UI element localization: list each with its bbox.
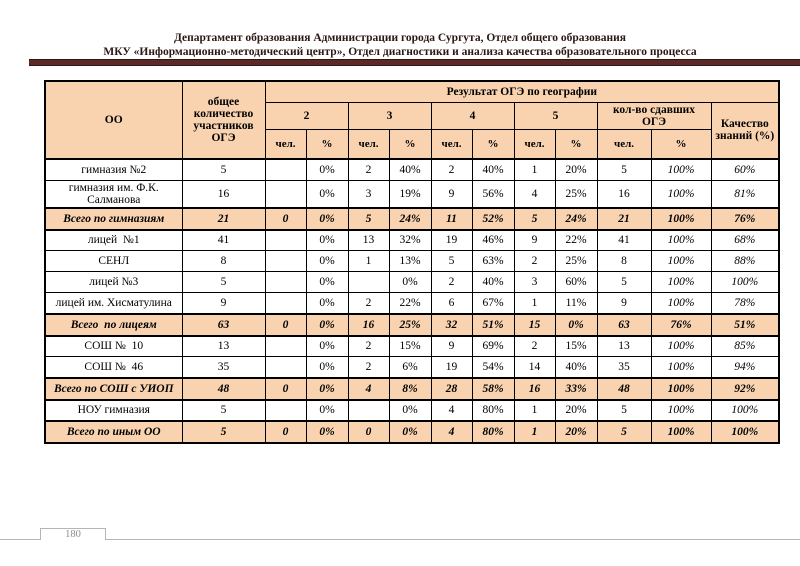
school-name-cell: СОШ № 10 — [45, 336, 182, 357]
value-cell: 0% — [306, 357, 348, 378]
value-cell: 19 — [431, 230, 472, 251]
value-cell: 100% — [651, 159, 711, 180]
value-cell: 5 — [597, 400, 651, 421]
value-cell — [348, 400, 389, 421]
value-cell: 63 — [597, 314, 651, 336]
col-header-grade-2: 2 — [265, 102, 348, 129]
value-cell: 3 — [514, 272, 555, 293]
results-table — [44, 80, 780, 444]
value-cell: 13 — [348, 230, 389, 251]
value-cell: 4 — [348, 378, 389, 400]
value-cell: 0% — [306, 421, 348, 443]
value-cell: 15 — [514, 314, 555, 336]
value-cell: 40% — [472, 272, 514, 293]
value-cell: 2 — [348, 336, 389, 357]
table-row — [45, 421, 779, 443]
page-number: 180 — [65, 529, 81, 540]
results-table-body — [45, 159, 779, 443]
value-cell: 68% — [711, 230, 779, 251]
value-cell: 16 — [182, 180, 265, 208]
value-cell: 67% — [472, 293, 514, 314]
value-cell: 5 — [597, 272, 651, 293]
value-cell: 0% — [306, 293, 348, 314]
unit-person: чел. — [431, 129, 472, 159]
school-name-cell: Всего по СОШ с УИОП — [45, 378, 182, 400]
value-cell: 69% — [472, 336, 514, 357]
value-cell: 0% — [306, 208, 348, 230]
school-name-cell: лицей №3 — [45, 272, 182, 293]
value-cell: 5 — [182, 400, 265, 421]
value-cell: 9 — [597, 293, 651, 314]
value-cell: 94% — [711, 357, 779, 378]
value-cell: 35 — [182, 357, 265, 378]
school-name-cell: гимназия №2 — [45, 159, 182, 180]
table-row — [45, 293, 779, 314]
value-cell: 81% — [711, 180, 779, 208]
value-cell: 41 — [597, 230, 651, 251]
col-header-result-group: Результат ОГЭ по географии — [265, 81, 779, 102]
value-cell: 80% — [472, 421, 514, 443]
school-name-cell: лицей №1 — [45, 230, 182, 251]
table-row — [45, 378, 779, 400]
value-cell: 5 — [182, 272, 265, 293]
value-cell — [265, 336, 306, 357]
value-cell: 0 — [265, 208, 306, 230]
col-header-passed: кол-во сдавших ОГЭ — [597, 102, 711, 129]
value-cell: 0% — [306, 378, 348, 400]
value-cell: 25% — [555, 251, 597, 272]
value-cell: 0% — [306, 180, 348, 208]
value-cell: 2 — [431, 272, 472, 293]
col-header-grade-3: 3 — [348, 102, 431, 129]
school-name-cell: НОУ гимназия — [45, 400, 182, 421]
value-cell: 13 — [597, 336, 651, 357]
unit-percent: % — [555, 129, 597, 159]
table-row — [45, 208, 779, 230]
value-cell: 1 — [514, 421, 555, 443]
value-cell: 13% — [389, 251, 431, 272]
value-cell: 41 — [182, 230, 265, 251]
value-cell: 9 — [182, 293, 265, 314]
value-cell: 8 — [597, 251, 651, 272]
value-cell: 0% — [389, 272, 431, 293]
school-name-cell: гимназия им. Ф.К. Салманова — [45, 180, 182, 208]
value-cell: 20% — [555, 400, 597, 421]
value-cell: 56% — [472, 180, 514, 208]
value-cell: 1 — [514, 293, 555, 314]
value-cell: 33% — [555, 378, 597, 400]
value-cell — [265, 159, 306, 180]
value-cell: 5 — [182, 421, 265, 443]
unit-percent: % — [306, 129, 348, 159]
value-cell: 21 — [597, 208, 651, 230]
table-row — [45, 357, 779, 378]
document-header-line1: Департамент образования Администрации города Сургута, Отдел общего образования — [173, 32, 627, 44]
value-cell — [348, 272, 389, 293]
value-cell: 85% — [711, 336, 779, 357]
value-cell: 52% — [472, 208, 514, 230]
value-cell: 0% — [306, 336, 348, 357]
value-cell: 3 — [348, 180, 389, 208]
table-row — [45, 336, 779, 357]
value-cell: 0% — [389, 421, 431, 443]
value-cell: 9 — [514, 230, 555, 251]
value-cell: 21 — [182, 208, 265, 230]
col-header-oo: ОО — [45, 81, 182, 159]
value-cell: 100% — [651, 421, 711, 443]
value-cell: 35 — [597, 357, 651, 378]
value-cell: 20% — [555, 421, 597, 443]
value-cell: 0% — [306, 251, 348, 272]
value-cell: 15% — [555, 336, 597, 357]
value-cell: 0 — [265, 421, 306, 443]
value-cell: 0% — [306, 159, 348, 180]
value-cell — [265, 357, 306, 378]
value-cell: 9 — [431, 180, 472, 208]
value-cell — [265, 180, 306, 208]
value-cell: 25% — [555, 180, 597, 208]
value-cell: 100% — [651, 180, 711, 208]
table-header — [45, 81, 779, 159]
value-cell: 63% — [472, 251, 514, 272]
value-cell: 88% — [711, 251, 779, 272]
value-cell — [265, 251, 306, 272]
school-name-cell: лицей им. Хисматулина — [45, 293, 182, 314]
value-cell: 5 — [348, 208, 389, 230]
footer-line — [0, 539, 800, 540]
header-row-groups — [45, 81, 779, 102]
table-row — [45, 159, 779, 180]
value-cell: 11% — [555, 293, 597, 314]
document-header — [0, 31, 800, 59]
value-cell: 1 — [514, 159, 555, 180]
value-cell: 60% — [711, 159, 779, 180]
value-cell: 2 — [348, 293, 389, 314]
value-cell: 100% — [651, 378, 711, 400]
value-cell: 60% — [555, 272, 597, 293]
value-cell: 100% — [651, 293, 711, 314]
value-cell: 78% — [711, 293, 779, 314]
value-cell — [265, 293, 306, 314]
value-cell: 100% — [711, 421, 779, 443]
value-cell: 19% — [389, 180, 431, 208]
col-header-grade-5: 5 — [514, 102, 597, 129]
unit-person: чел. — [265, 129, 306, 159]
value-cell: 46% — [472, 230, 514, 251]
value-cell: 1 — [348, 251, 389, 272]
value-cell: 100% — [651, 208, 711, 230]
value-cell: 0% — [306, 314, 348, 336]
school-name-cell: СОШ № 46 — [45, 357, 182, 378]
school-name-cell: Всего по гимназиям — [45, 208, 182, 230]
value-cell: 2 — [348, 357, 389, 378]
value-cell: 5 — [514, 208, 555, 230]
divider-bar — [29, 59, 800, 66]
unit-percent: % — [651, 129, 711, 159]
value-cell: 24% — [555, 208, 597, 230]
value-cell: 2 — [348, 159, 389, 180]
value-cell: 32% — [389, 230, 431, 251]
value-cell: 2 — [431, 159, 472, 180]
value-cell: 51% — [711, 314, 779, 336]
value-cell — [265, 400, 306, 421]
value-cell: 80% — [472, 400, 514, 421]
value-cell — [265, 230, 306, 251]
table-row — [45, 180, 779, 208]
value-cell: 13 — [182, 336, 265, 357]
value-cell: 0% — [389, 400, 431, 421]
value-cell: 15% — [389, 336, 431, 357]
value-cell: 24% — [389, 208, 431, 230]
value-cell: 100% — [651, 400, 711, 421]
value-cell: 5 — [597, 421, 651, 443]
value-cell: 40% — [472, 159, 514, 180]
value-cell: 2 — [514, 336, 555, 357]
value-cell: 4 — [514, 180, 555, 208]
value-cell: 100% — [651, 336, 711, 357]
value-cell: 0 — [265, 314, 306, 336]
value-cell: 8 — [182, 251, 265, 272]
col-header-quality: Качество знаний (%) — [711, 102, 779, 159]
value-cell: 54% — [472, 357, 514, 378]
value-cell: 5 — [182, 159, 265, 180]
value-cell: 40% — [555, 357, 597, 378]
value-cell: 19 — [431, 357, 472, 378]
value-cell: 0% — [306, 272, 348, 293]
school-name-cell: Всего по лицеям — [45, 314, 182, 336]
school-name-cell: Всего по иным ОО — [45, 421, 182, 443]
value-cell: 100% — [651, 230, 711, 251]
value-cell: 11 — [431, 208, 472, 230]
value-cell: 100% — [711, 272, 779, 293]
value-cell: 6% — [389, 357, 431, 378]
value-cell: 1 — [514, 400, 555, 421]
unit-percent: % — [472, 129, 514, 159]
value-cell: 22% — [389, 293, 431, 314]
value-cell: 100% — [711, 400, 779, 421]
value-cell — [265, 272, 306, 293]
value-cell: 0 — [265, 378, 306, 400]
value-cell: 51% — [472, 314, 514, 336]
value-cell: 0% — [306, 400, 348, 421]
table-row — [45, 314, 779, 336]
value-cell: 48 — [597, 378, 651, 400]
value-cell: 100% — [651, 357, 711, 378]
value-cell: 2 — [514, 251, 555, 272]
value-cell: 0% — [555, 314, 597, 336]
value-cell: 5 — [597, 159, 651, 180]
value-cell: 0 — [348, 421, 389, 443]
value-cell: 100% — [651, 272, 711, 293]
unit-person: чел. — [597, 129, 651, 159]
value-cell: 63 — [182, 314, 265, 336]
table-row — [45, 400, 779, 421]
document-header-line2: МКУ «Информационно-методический центр», Отдел диагностики и анализа качества образовательного процесса — [103, 46, 697, 58]
value-cell: 8% — [389, 378, 431, 400]
unit-percent: % — [389, 129, 431, 159]
value-cell: 22% — [555, 230, 597, 251]
value-cell: 48 — [182, 378, 265, 400]
value-cell: 16 — [514, 378, 555, 400]
value-cell: 6 — [431, 293, 472, 314]
value-cell: 16 — [348, 314, 389, 336]
value-cell: 20% — [555, 159, 597, 180]
col-header-participants: общее количество участников ОГЭ — [182, 81, 265, 159]
value-cell: 5 — [431, 251, 472, 272]
table-row — [45, 230, 779, 251]
value-cell: 92% — [711, 378, 779, 400]
value-cell: 4 — [431, 421, 472, 443]
table-row — [45, 251, 779, 272]
value-cell: 28 — [431, 378, 472, 400]
value-cell: 58% — [472, 378, 514, 400]
value-cell: 9 — [431, 336, 472, 357]
value-cell: 40% — [389, 159, 431, 180]
value-cell: 14 — [514, 357, 555, 378]
page-number-tab — [40, 528, 106, 540]
school-name-cell: СЕНЛ — [45, 251, 182, 272]
table-wrap — [44, 80, 780, 444]
value-cell: 76% — [711, 208, 779, 230]
value-cell: 100% — [651, 251, 711, 272]
value-cell: 32 — [431, 314, 472, 336]
value-cell: 0% — [306, 230, 348, 251]
value-cell: 4 — [431, 400, 472, 421]
value-cell: 76% — [651, 314, 711, 336]
unit-person: чел. — [348, 129, 389, 159]
value-cell: 25% — [389, 314, 431, 336]
unit-person: чел. — [514, 129, 555, 159]
value-cell: 16 — [597, 180, 651, 208]
table-row — [45, 272, 779, 293]
col-header-grade-4: 4 — [431, 102, 514, 129]
